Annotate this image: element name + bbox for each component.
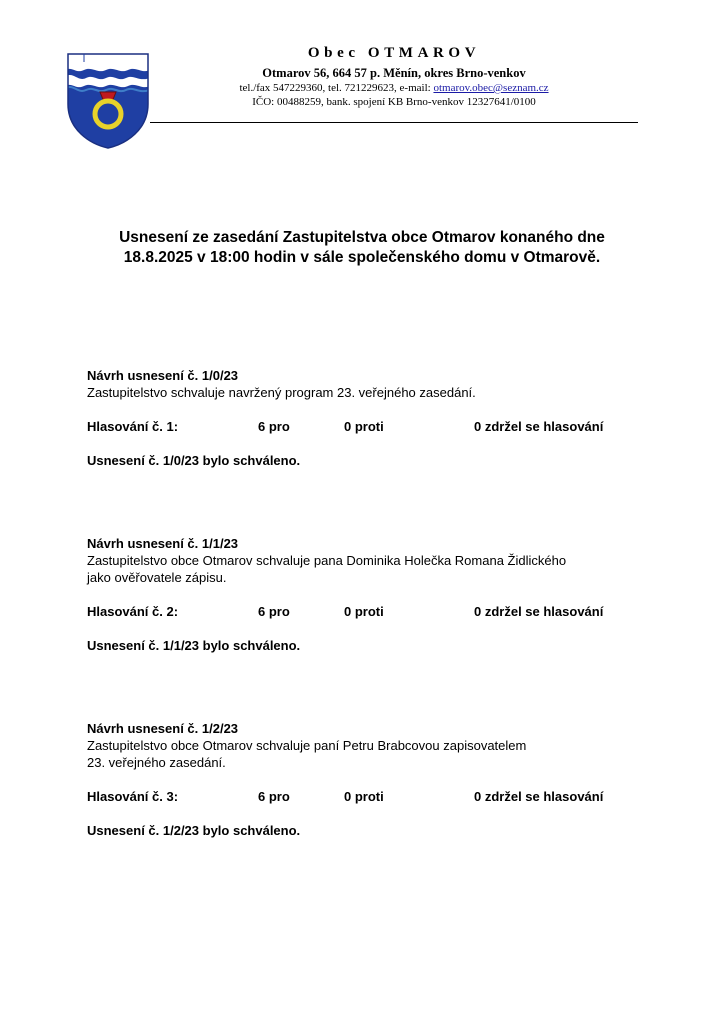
resolution-text: 23. veřejného zasedání. bbox=[87, 755, 226, 770]
vote-row bbox=[87, 418, 647, 435]
vote-against: 0 proti bbox=[344, 604, 384, 619]
vote-abstain: 0 zdržel se hlasování bbox=[474, 419, 604, 434]
resolution-result: Usnesení č. 1/0/23 bylo schváleno. bbox=[87, 453, 301, 468]
vote-label: Hlasování č. 1: bbox=[87, 419, 179, 434]
contact-phone-text: tel./fax 547229360, tel. 721229623, e-mail: bbox=[239, 82, 434, 94]
heading-line-1: Usnesení ze zasedání Zastupitelstva obce Otmarov konaného dne bbox=[119, 229, 605, 246]
vote-for: 6 pro bbox=[258, 789, 290, 804]
header-divider bbox=[150, 122, 638, 123]
resolution-text: jako ověřovatele zápisu. bbox=[87, 570, 227, 585]
resolution-text: Zastupitelstvo obce Otmarov schvaluje paní Petru Brabcovou zapisovatelem bbox=[87, 738, 527, 753]
resolution-result: Usnesení č. 1/1/23 bylo schváleno. bbox=[87, 638, 301, 653]
resolution-title: Návrh usnesení č. 1/0/23 bbox=[87, 368, 239, 383]
resolution-section bbox=[87, 720, 647, 839]
resolution-section bbox=[87, 535, 647, 654]
vote-against: 0 proti bbox=[344, 789, 384, 804]
coat-of-arms-logo bbox=[66, 52, 150, 150]
contact-line bbox=[150, 81, 638, 95]
vote-label: Hlasování č. 2: bbox=[87, 604, 179, 619]
vote-abstain: 0 zdržel se hlasování bbox=[474, 604, 604, 619]
resolution-text: Zastupitelstvo schvaluje navržený program 23. veřejného zasedání. bbox=[87, 385, 476, 400]
resolution-section bbox=[87, 367, 647, 469]
resolution-title: Návrh usnesení č. 1/2/23 bbox=[87, 721, 239, 736]
resolution-title: Návrh usnesení č. 1/1/23 bbox=[87, 536, 239, 551]
document-heading bbox=[60, 228, 664, 268]
municipality-name: Obec OTMAROV bbox=[307, 45, 481, 61]
vote-for: 6 pro bbox=[258, 419, 290, 434]
vote-label: Hlasování č. 3: bbox=[87, 789, 179, 804]
letterhead bbox=[150, 44, 638, 109]
vote-abstain: 0 zdržel se hlasování bbox=[474, 789, 604, 804]
municipality-address: Otmarov 56, 664 57 p. Měnín, okres Brno-venkov bbox=[262, 66, 526, 80]
resolution-result: Usnesení č. 1/2/23 bylo schváleno. bbox=[87, 823, 301, 838]
vote-row bbox=[87, 788, 647, 805]
vote-row bbox=[87, 603, 647, 620]
company-id-line: IČO: 00488259, bank. spojení KB Brno-venkov 12327641/0100 bbox=[252, 96, 536, 108]
email-link[interactable]: otmarov.obec@seznam.cz bbox=[433, 82, 549, 94]
vote-against: 0 proti bbox=[344, 419, 384, 434]
resolution-text: Zastupitelstvo obce Otmarov schvaluje pana Dominika Holečka Romana Židlického bbox=[87, 553, 567, 568]
heading-line-2: 18.8.2025 v 18:00 hodin v sále společenského domu v Otmarově. bbox=[123, 249, 601, 266]
vote-for: 6 pro bbox=[258, 604, 290, 619]
